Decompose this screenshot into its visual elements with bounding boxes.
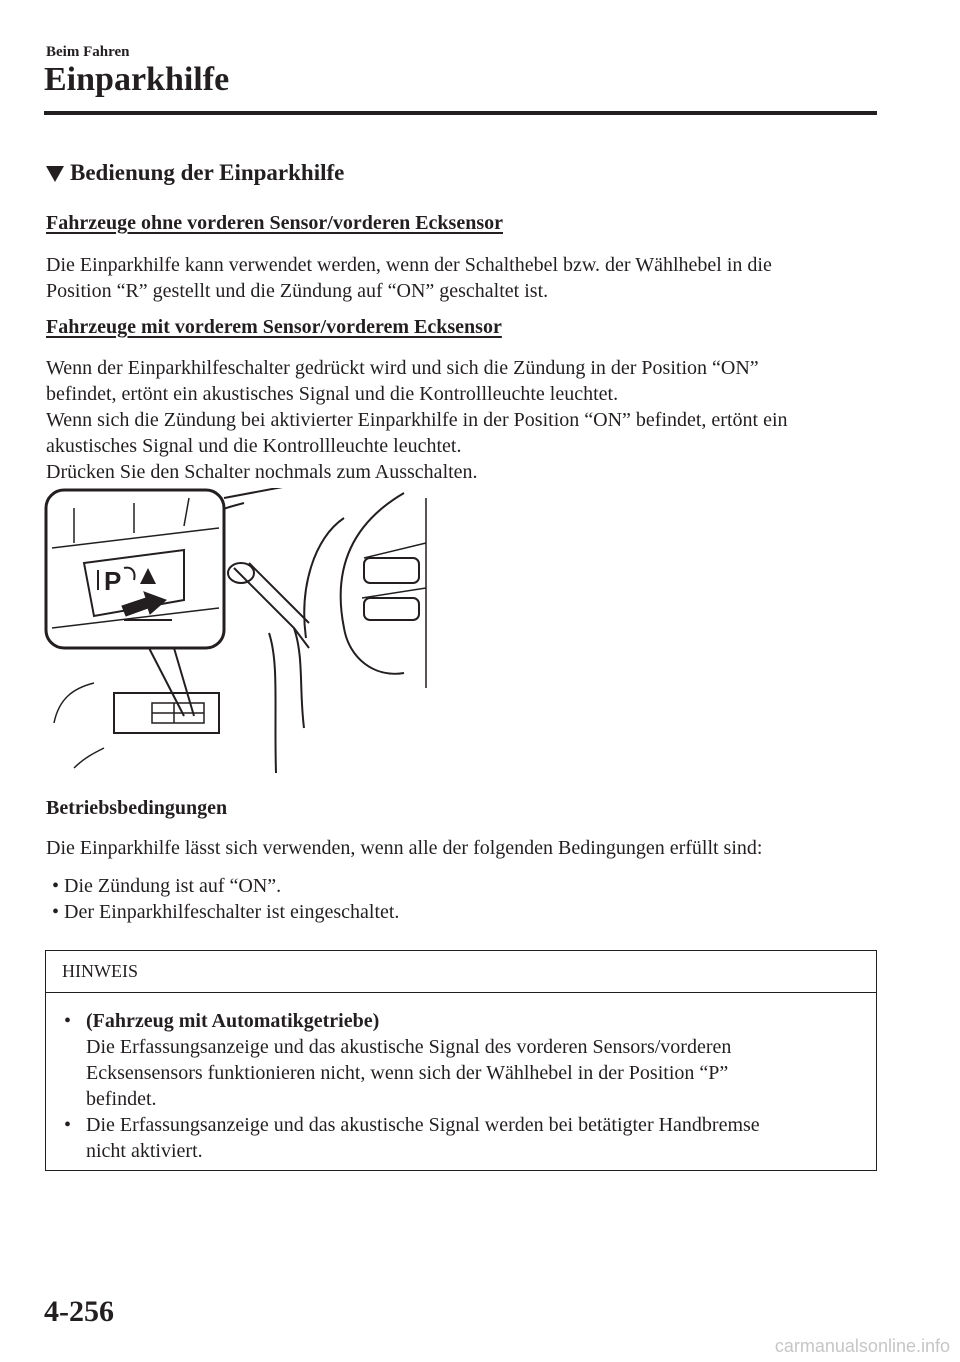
condition-item — [52, 899, 399, 925]
text-line: nicht aktiviert. — [86, 1140, 203, 1162]
switch-letter: P — [104, 566, 122, 596]
note-item — [64, 1112, 856, 1164]
text-line: Die Einparkhilfe kann verwendet werden, wenn der Schalthebel bzw. der Wählhebel in die — [46, 254, 772, 276]
bullet-glyph: • — [52, 901, 60, 923]
text-line: befindet, ertönt ein akustisches Signal und die Kontrollleuchte leuchtet. — [46, 383, 619, 405]
watermark: carmanualsonline.info — [774, 1336, 950, 1356]
text-line: Wenn sich die Zündung bei aktivierter Einparkhilfe in der Position “ON” befindet, ertönt ein — [46, 409, 788, 431]
section-heading — [46, 160, 344, 186]
triangle-down-icon — [46, 166, 64, 182]
paragraph-without-sensor — [46, 252, 886, 304]
text-line: befindet. — [86, 1088, 157, 1110]
text-line: Drücken Sie den Schalter nochmals zum Ausschalten. — [46, 461, 478, 483]
text-line: akustisches Signal und die Kontrollleuchte leuchtet. — [46, 435, 462, 457]
note-item-title: (Fahrzeug mit Automatikgetriebe) — [86, 1010, 380, 1032]
bullet-glyph: • — [64, 1010, 72, 1032]
text-line: Ecksensensors funktionieren nicht, wenn sich der Wählhebel in der Position “P” — [86, 1062, 729, 1084]
title-rule — [44, 111, 877, 115]
paragraph-with-sensor — [46, 355, 886, 485]
note-item — [64, 1008, 856, 1112]
text-line: Position “R” gestellt und die Zündung auf “ON” geschaltet ist. — [46, 280, 549, 302]
text-line: Die Einparkhilfe lässt sich verwenden, wenn alle der folgenden Bedingungen erfüllt sind: — [46, 837, 763, 859]
condition-item — [52, 873, 281, 899]
section-heading-text: Bedienung der Einparkhilfe — [70, 160, 345, 185]
bullet-glyph: • — [52, 875, 60, 897]
text-line: Wenn der Einparkhilfeschalter gedrückt wird und sich die Zündung in der Position “ON” — [46, 357, 759, 379]
condition-text: Der Einparkhilfeschalter ist eingeschaltet. — [64, 901, 400, 923]
page-title: Einparkhilfe — [44, 61, 230, 98]
subheading-with-sensor: Fahrzeuge mit vorderem Sensor/vorderem Ecksensor — [46, 316, 502, 338]
subheading-without-sensor: Fahrzeuge ohne vorderen Sensor/vorderen Ecksensor — [46, 212, 504, 234]
bullet-glyph: • — [64, 1114, 72, 1136]
text-line: Die Erfassungsanzeige und das akustische Signal des vorderen Sensors/vorderen — [86, 1036, 732, 1058]
note-label: HINWEIS — [62, 961, 138, 981]
page-number: 4-256 — [44, 1295, 114, 1328]
parking-switch-illustration — [44, 488, 429, 778]
text-line: Die Erfassungsanzeige und das akustische Signal werden bei betätigter Handbremse — [86, 1114, 760, 1136]
note-header — [46, 951, 876, 993]
conditions-intro — [46, 835, 886, 861]
note-box — [45, 950, 877, 1171]
chapter-label: Beim Fahren — [46, 44, 130, 60]
condition-text: Die Zündung ist auf “ON”. — [64, 875, 282, 897]
conditions-heading: Betriebsbedingungen — [46, 797, 228, 819]
